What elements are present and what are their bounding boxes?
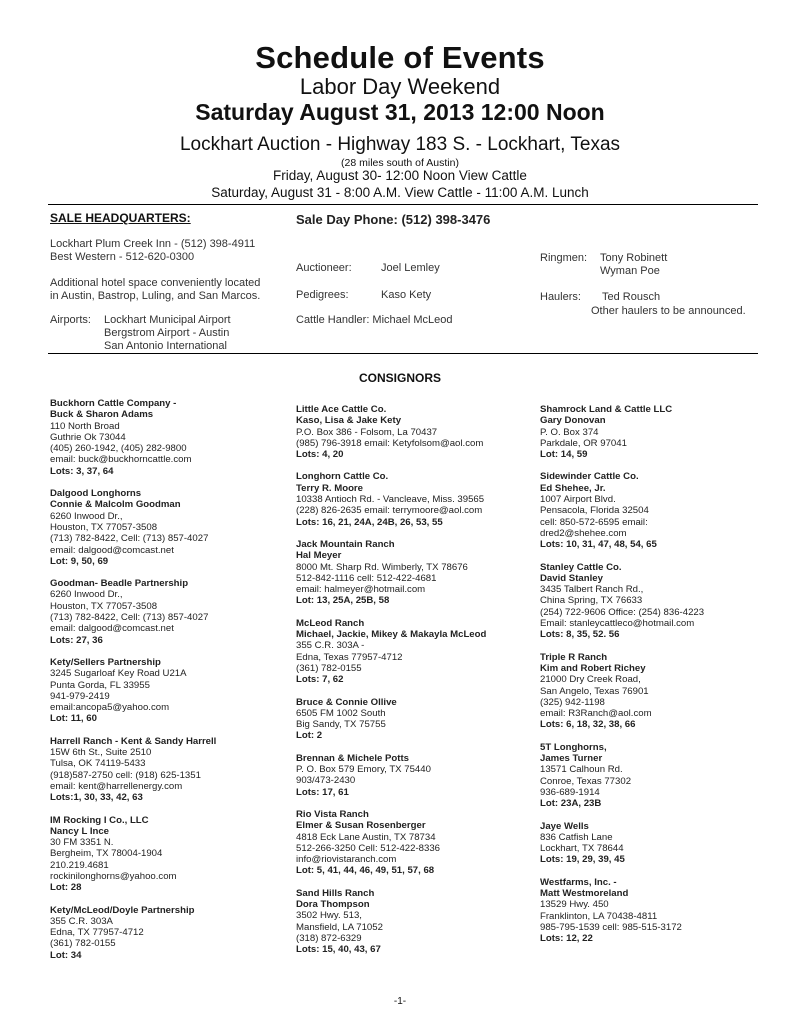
consignor-detail-line: Tulsa, OK 74119-5433: [50, 758, 146, 770]
page-title: Schedule of Events: [255, 40, 545, 75]
ringman-2: Wyman Poe: [600, 265, 660, 277]
consignor-lots: Lot: 34: [50, 949, 82, 961]
consignor-lots: Lot: 9, 50, 69: [50, 555, 109, 567]
page-number: -1-: [393, 996, 407, 1007]
sale-day-phone: Sale Day Phone: (512) 398-3476: [296, 212, 491, 227]
consignor-detail-line: 21000 Dry Creek Road,: [540, 674, 641, 686]
consignor-name: Harrell Ranch - Kent & Sandy Harrell: [50, 735, 217, 747]
consignor-detail-line: email: halmeyer@hotmail.com: [296, 584, 426, 596]
hotel-best-western: Best Western - 512-620-0300: [50, 251, 195, 263]
bottom-divider: [48, 353, 758, 354]
auctioneer-label: Auctioneer:: [296, 262, 352, 274]
hauler-1: Ted Rousch: [602, 291, 661, 303]
ringmen-label: Ringmen:: [540, 252, 588, 264]
consignor-detail-line: 30 FM 3351 N.: [50, 837, 114, 849]
consignor-detail-line: 936-689-1914: [540, 786, 600, 798]
consignor-detail-line: 836 Catfish Lane: [540, 831, 613, 843]
page-subtitle: Labor Day Weekend: [299, 74, 501, 99]
consignor-entry: [50, 815, 285, 894]
airport-lockhart: Lockhart Municipal Airport: [104, 314, 231, 326]
consignor-detail-line: 355 C.R. 303A -: [296, 640, 365, 652]
hotel-plum-creek: Lockhart Plum Creek Inn - (512) 398-4911: [50, 238, 256, 250]
saturday-schedule: Saturday, August 31 - 8:00 A.M. View Cattle - 11:00 A.M. Lunch: [211, 185, 589, 200]
consignor-contact: Kim and Robert Richey: [540, 662, 646, 674]
consignor-entry: [50, 657, 285, 725]
cattle-handler: Cattle Handler: Michael McLeod: [296, 314, 453, 326]
consignor-lots: Lots: 16, 21, 24A, 24B, 26, 53, 55: [296, 516, 443, 528]
consignor-lots: Lots: 17, 61: [296, 786, 349, 798]
consignor-contact: Kaso, Lisa & Jake Kety: [296, 415, 402, 427]
consignor-column-1: [50, 398, 285, 972]
consignor-entry: [296, 404, 531, 460]
consignor-detail-line: email:ancopa5@yahoo.com: [50, 702, 170, 714]
consignor-entry: [296, 471, 531, 527]
consignor-detail-line: Punta Gorda, FL 33955: [50, 679, 150, 691]
consignor-detail-line: 985-795-1539 cell: 985-515-3172: [540, 921, 682, 933]
consignor-detail-line: Conroe, Texas 77302: [540, 775, 632, 787]
consignor-entry: [540, 471, 775, 550]
consignor-detail-line: P. O. Box 374: [540, 426, 599, 438]
consignor-detail-line: Pensacola, Florida 32504: [540, 505, 649, 517]
consignor-column-3: [540, 404, 775, 955]
consignor-lots: Lot: 2: [296, 730, 323, 742]
consignor-detail-line: 6260 Inwood Dr.,: [50, 589, 123, 601]
consignor-detail-line: email: kent@harrellenergy.com: [50, 780, 183, 792]
consignor-lots: Lot: 5, 41, 44, 46, 49, 51, 57, 68: [296, 865, 435, 877]
consignor-lots: Lots: 8, 35, 52. 56: [540, 629, 620, 641]
consignor-detail-line: (361) 782-0155: [296, 662, 362, 674]
consignor-detail-line: dred2@shehee.com: [540, 527, 627, 539]
consignor-detail-line: 6505 FM 1002 South: [296, 707, 386, 719]
consignor-detail-line: 6260 Inwood Dr.,: [50, 510, 123, 522]
consignor-detail-line: Parkdale, OR 97041: [540, 437, 627, 449]
consignor-contact: Nancy L Ince: [50, 825, 110, 837]
pedigrees-label: Pedigrees:: [296, 289, 349, 301]
event-location: Lockhart Auction - Highway 183 S. - Lockhart, Texas: [179, 134, 621, 155]
consignor-detail-line: (918)587-2750 cell: (918) 625-1351: [50, 769, 201, 781]
consignor-contact: Elmer & Susan Rosenberger: [296, 820, 426, 832]
consignor-name: Kety/McLeod/Doyle Partnership: [50, 904, 195, 916]
consignor-detail-line: (713) 782-8422, Cell: (713) 857-4027: [50, 533, 209, 545]
consignor-detail-line: (318) 872-6329: [296, 932, 362, 944]
consignor-detail-line: P. O. Box 579 Emory, TX 75440: [296, 764, 431, 776]
consignor-detail-line: 941-979-2419: [50, 690, 110, 702]
consignor-lots: Lot: 14, 59: [540, 449, 588, 461]
consignor-name: Brennan & Michele Potts: [296, 752, 410, 764]
consignor-detail-line: China Spring, TX 76633: [540, 595, 643, 607]
consignor-detail-line: email: buck@buckhorncattle.com: [50, 454, 192, 466]
consignor-name: Jack Mountain Ranch: [296, 538, 395, 550]
consignor-entry: [540, 562, 775, 641]
auctioneer-name: Joel Lemley: [381, 262, 440, 274]
consignor-contact: Connie & Malcolm Goodman: [50, 499, 181, 511]
consignor-detail-line: Franklinton, LA 70438-4811: [540, 910, 658, 922]
headquarters-title: SALE HEADQUARTERS:: [50, 211, 191, 225]
consignor-contact: Hal Meyer: [296, 550, 342, 562]
consignor-detail-line: 512-266-3250 Cell: 512-422-8336: [296, 842, 441, 854]
consignor-detail-line: 210.219.4681: [50, 859, 109, 871]
consignor-lots: Lots:1, 30, 33, 42, 63: [50, 792, 143, 804]
consignor-detail-line: cell: 850-572-6595 email:: [540, 516, 648, 528]
pedigrees-name: Kaso Kety: [381, 289, 432, 301]
consignor-detail-line: 3245 Sugarloaf Key Road U21A: [50, 668, 187, 680]
consignor-lots: Lot: 28: [50, 882, 82, 894]
additional-hotels-line2: in Austin, Bastrop, Luling, and San Marcos.: [50, 290, 261, 302]
consignor-entry: [540, 742, 775, 810]
consignor-contact: Gary Donovan: [540, 415, 606, 427]
consignor-detail-line: (361) 782-0155: [50, 938, 116, 950]
consignor-detail-line: (713) 782-8422, Cell: (713) 857-4027: [50, 612, 209, 624]
consignor-name: Sand Hills Ranch: [296, 887, 375, 899]
haulers-label: Haulers:: [540, 291, 581, 303]
consignor-detail-line: Big Sandy, TX 75755: [296, 719, 386, 731]
consignor-name: Jaye Wells: [540, 820, 589, 832]
consignor-entry: [540, 877, 775, 945]
consignor-detail-line: (325) 942-1198: [540, 696, 605, 708]
consignor-detail-line: 903/473-2430: [296, 775, 356, 787]
consignor-entry: [296, 753, 531, 798]
consignor-entry: [540, 652, 775, 731]
event-date: Saturday August 31, 2013 12:00 Noon: [195, 99, 605, 125]
consignor-name: Longhorn Cattle Co.: [296, 471, 389, 483]
consignor-entry: [50, 736, 285, 804]
consignor-lots: Lots: 27, 36: [50, 634, 103, 646]
friday-schedule: Friday, August 30- 12:00 Noon View Cattle: [273, 168, 527, 183]
consignor-entry: [50, 578, 285, 646]
consignor-detail-line: 13571 Calhoun Rd.: [540, 764, 623, 776]
consignor-name: Sidewinder Cattle Co.: [540, 471, 639, 483]
consignor-name: IM Rocking I Co., LLC: [50, 814, 149, 826]
consignor-detail-line: (228) 826-2635 email: terrymoore@aol.com: [296, 505, 483, 517]
consignor-detail-line: Bergheim, TX 78004-1904: [50, 848, 163, 860]
consignor-detail-line: rockinilonghorns@yahoo.com: [50, 870, 177, 882]
consignor-detail-line: Guthrie Ok 73044: [50, 431, 126, 443]
consignor-name: Triple R Ranch: [540, 651, 608, 663]
consignor-name: Bruce & Connie Ollive: [296, 696, 397, 708]
consignor-contact: Dora Thompson: [296, 898, 370, 910]
consignor-lots: Lots: 19, 29, 39, 45: [540, 854, 625, 866]
consignor-lots: Lots: 10, 31, 47, 48, 54, 65: [540, 539, 657, 551]
consignor-entry: [296, 888, 531, 956]
consignor-detail-line: Email: stanleycattleco@hotmail.com: [540, 618, 695, 630]
airport-bergstrom: Bergstrom Airport - Austin: [104, 327, 230, 339]
consignor-detail-line: 8000 Mt. Sharp Rd. Wimberly, TX 78676: [296, 561, 468, 573]
consignor-detail-line: (405) 260-1942, (405) 282-9800: [50, 443, 187, 455]
consignor-entry: [540, 821, 775, 866]
consignor-detail-line: 3502 Hwy. 513,: [296, 910, 362, 922]
consignor-entry: [296, 618, 531, 686]
consignor-name: Rio Vista Ranch: [296, 808, 369, 820]
consignor-lots: Lot: 11, 60: [50, 713, 97, 725]
consignor-name: Little Ace Cattle Co.: [296, 404, 387, 415]
consignor-contact: Michael, Jackie, Mikey & Makayla McLeod: [296, 629, 487, 641]
consignor-lots: Lot: 13, 25A, 25B, 58: [296, 595, 390, 607]
consignor-contact: Ed Shehee, Jr.: [540, 482, 606, 494]
ringman-1: Tony Robinett: [600, 252, 668, 264]
consignor-detail-line: 512-842-1116 cell: 512-422-4681: [296, 572, 437, 584]
consignor-detail-line: 355 C.R. 303A: [50, 915, 113, 927]
consignor-detail-line: 13529 Hwy. 450: [540, 899, 609, 911]
consignor-detail-line: 3435 Talbert Ranch Rd.,: [540, 584, 644, 596]
consignor-detail-line: Houston, TX 77057-3508: [50, 521, 158, 533]
consignor-entry: [296, 809, 531, 877]
top-divider: [48, 204, 758, 205]
consignor-entry: [296, 697, 531, 742]
consignor-name: Shamrock Land & Cattle LLC: [540, 404, 673, 415]
consignor-name: Stanley Cattle Co.: [540, 561, 622, 573]
consignor-entry: [50, 905, 285, 961]
consignor-column-2: [296, 404, 531, 966]
consignor-lots: Lots: 12, 22: [540, 933, 593, 945]
additional-hotels-line1: Additional hotel space conveniently located: [50, 277, 261, 289]
consignor-entry: [296, 539, 531, 607]
consignor-contact: David Stanley: [540, 572, 603, 584]
consignor-detail-line: 110 North Broad: [50, 420, 120, 432]
consignor-lots: Lot: 23A, 23B: [540, 798, 602, 810]
consignor-name: Westfarms, Inc. -: [540, 876, 617, 888]
consignor-detail-line: Edna, TX 77957-4712: [50, 927, 144, 939]
consignors-title: CONSIGNORS: [358, 371, 441, 385]
consignor-name: Goodman- Beadle Partnership: [50, 578, 189, 590]
consignor-detail-line: 10338 Antioch Rd. - Vancleave, Miss. 39565: [296, 494, 485, 506]
consignor-lots: Lots: 4, 20: [296, 449, 344, 461]
consignor-detail-line: email: dalgood@comcast.net: [50, 623, 174, 635]
consignor-detail-line: email: dalgood@comcast.net: [50, 544, 174, 556]
consignor-detail-line: P.O. Box 386 - Folsom, La 70437: [296, 426, 438, 438]
airports-label: Airports:: [50, 314, 91, 326]
consignor-entry: [50, 488, 285, 567]
consignor-contact: James Turner: [540, 753, 603, 765]
consignor-detail-line: info@riovistaranch.com: [296, 854, 397, 866]
consignor-detail-line: (985) 796-3918 email: Ketyfolsom@aol.com: [296, 437, 484, 449]
consignor-name: Kety/Sellers Partnership: [50, 656, 161, 668]
consignor-detail-line: 4818 Eck Lane Austin, TX 78734: [296, 831, 436, 843]
consignor-detail-line: email: R3Ranch@aol.com: [540, 708, 652, 720]
hauler-2: Other haulers to be announced.: [591, 305, 746, 317]
consignor-detail-line: 1007 Airport Blvd.: [540, 494, 616, 506]
consignor-name: McLeod Ranch: [296, 617, 365, 629]
consignor-contact: Terry R. Moore: [296, 482, 363, 494]
consignor-entry: [540, 404, 775, 460]
consignor-lots: Lots: 6, 18, 32, 38, 66: [540, 719, 636, 731]
consignor-name: Dalgood Longhorns: [50, 488, 142, 500]
airport-san-antonio: San Antonio International: [104, 340, 227, 352]
consignor-detail-line: Edna, Texas 77957-4712: [296, 651, 403, 663]
consignor-contact: Buck & Sharon Adams: [50, 409, 154, 421]
consignor-detail-line: Lockhart, TX 78644: [540, 843, 624, 855]
consignor-name: Buckhorn Cattle Company -: [50, 398, 177, 409]
consignor-detail-line: San Angelo, Texas 76901: [540, 685, 649, 697]
location-distance: (28 miles south of Austin): [341, 157, 459, 169]
consignor-detail-line: Houston, TX 77057-3508: [50, 600, 158, 612]
consignor-entry: [50, 398, 285, 477]
consignor-lots: Lots: 7, 62: [296, 674, 344, 686]
consignor-detail-line: Mansfield, LA 71052: [296, 921, 383, 933]
consignor-name: 5T Longhorns,: [540, 741, 607, 753]
consignor-lots: Lots: 15, 40, 43, 67: [296, 944, 381, 956]
consignor-lots: Lots: 3, 37, 64: [50, 465, 114, 477]
consignor-detail-line: 15W 6th St., Suite 2510: [50, 747, 152, 759]
consignor-detail-line: (254) 722-9606 Office: (254) 836-4223: [540, 606, 705, 618]
consignor-contact: Matt Westmoreland: [540, 887, 629, 899]
